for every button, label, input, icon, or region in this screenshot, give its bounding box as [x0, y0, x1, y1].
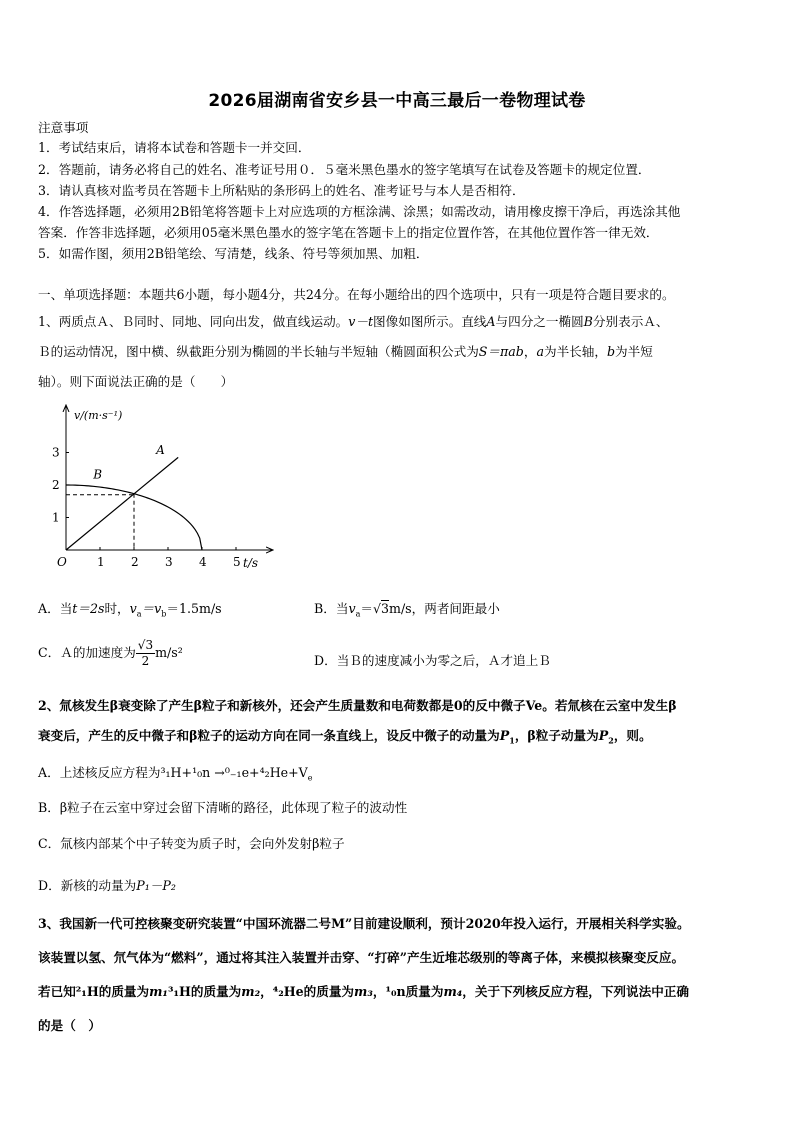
- sqrt-sign: √: [372, 601, 381, 616]
- note-item: 3．请认真核对监考员在答题卡上所粘贴的条形码上的姓名、准考证号与本人是否相符．: [38, 183, 525, 198]
- vt-graph: [40, 400, 280, 580]
- series-B-label: B: [93, 467, 103, 482]
- notes-heading: 注意事项: [38, 120, 89, 135]
- x-tick-label: 4: [199, 555, 207, 569]
- note-item: 5．如需作图，须用2B铅笔绘、写清楚，线条、符号等须加黑、加粗．: [38, 246, 429, 261]
- question-3-line-3: 若已知²₁H的质量为m₁³₁H的质量为m₂，⁴₂He的质量为m₃，¹₀n质量为m₄，关于下列核反应方程，下列说法中正确: [38, 984, 689, 999]
- x-tick-label: 1: [97, 555, 105, 569]
- x-axis-label: t/s: [243, 556, 259, 570]
- y-tick-label: 1: [52, 510, 60, 525]
- page-title: 2026届湖南省安乡县一中高三最后一卷物理试卷: [208, 91, 586, 111]
- note-item: 答案．作答非选择题，必须用05毫米黑色墨水的签字笔在答题卡上的指定位置作答，在其他位置作答一律无效．: [38, 225, 659, 240]
- x-tick-label: 3: [165, 555, 173, 569]
- question-2-line-1: 2、氚核发生β衰变除了产生β粒子和新核外，还会产生质量数和电荷数都是0的反中微子Ve。若氚核在云室中发生β: [38, 698, 677, 713]
- q2-option-b[interactable]: B．β粒子在云室中穿过会留下清晰的路径，此体现了粒子的波动性: [38, 800, 408, 815]
- y-axis-label: v/(m·s⁻¹): [74, 409, 123, 422]
- series-A-label: A: [156, 443, 165, 458]
- question-1-line-1: 1、两质点Ａ、Ｂ同时、同地、同向出发，做直线运动。v－t图像如图所示。直线A与四分之一椭圆B分别表示Ａ、: [38, 314, 669, 329]
- q1-option-d[interactable]: D．当Ｂ的速度减小为零之后，Ａ才追上Ｂ: [314, 653, 551, 668]
- y-tick-label: 3: [52, 445, 60, 460]
- q1-option-a[interactable]: A．当t＝2s时，$v_a=v_b=1.5m/s$: [38, 601, 222, 619]
- q2-option-c[interactable]: C．氚核内部某个中子转变为质子时，会向外发射β粒子: [38, 836, 345, 851]
- question-2-line-2: 衰变后，产生的反中微子和β粒子的运动方向在同一条直线上，设反中微子的动量为$P_1$，β粒子动量为$P_2$，则。: [38, 728, 652, 746]
- origin-label: O: [57, 555, 67, 569]
- note-item: 2．答题前，请务必将自己的姓名、准考证号用０．５毫米黑色墨水的签字笔填写在试卷及答题卡的规定位置．: [38, 162, 651, 177]
- q1-option-c[interactable]: C．Ａ的加速度为 $\frac{√3}{2}$ m/s²: [38, 638, 183, 668]
- fraction: $\frac{√3}{2}$: [137, 638, 154, 668]
- note-item: 4．作答选择题，必须用2B铅笔将答题卡上对应选项的方框涂满、涂黑；如需改动，请用橡皮擦干净后，再选涂其他: [38, 204, 681, 219]
- q2-option-a[interactable]: A．上述核反应方程为$^3_1H+^1_0n \to^0_{-1}e+^4_2He+V_e$: [38, 765, 313, 783]
- question-1-line-3: 轴）。则下面说法正确的是（ ）: [38, 374, 234, 389]
- q1-option-b[interactable]: B．当$v_a=√3m/s$，两者间距最小: [314, 601, 500, 619]
- y-tick-label: 2: [52, 478, 60, 492]
- q2-option-d[interactable]: D．新核的动量为P₁－P₂: [38, 878, 176, 893]
- question-3-line-1: 3、我国新一代可控核聚变研究装置“中国环流器二号M”目前建设顺利，预计2020年投入运行，开展相关科学实验。: [38, 916, 690, 931]
- note-item: 1．考试结束后，请将本试卷和答题卡一并交回．: [38, 140, 311, 155]
- question-3-line-4: 的是（ ）: [38, 1018, 101, 1033]
- x-tick-label: 5: [233, 555, 241, 569]
- question-3-line-2: 该装置以氢、氘气体为“燃料”，通过将其注入装置并击穿、“打碎”产生近堆芯级别的等离子体，来模拟核聚变反应。: [38, 950, 685, 965]
- x-tick-label: 2: [131, 555, 139, 569]
- question-1-line-2: Ｂ的运动情况，图中横、纵截距分别为椭圆的半长轴与半短轴（椭圆面积公式为S＝πab，a为半长轴，b为半短: [38, 344, 653, 359]
- section-heading: 一、单项选择题：本题共6小题，每小题4分，共24分。在每小题给出的四个选项中，只有一项是符合题目要求的。: [38, 287, 675, 302]
